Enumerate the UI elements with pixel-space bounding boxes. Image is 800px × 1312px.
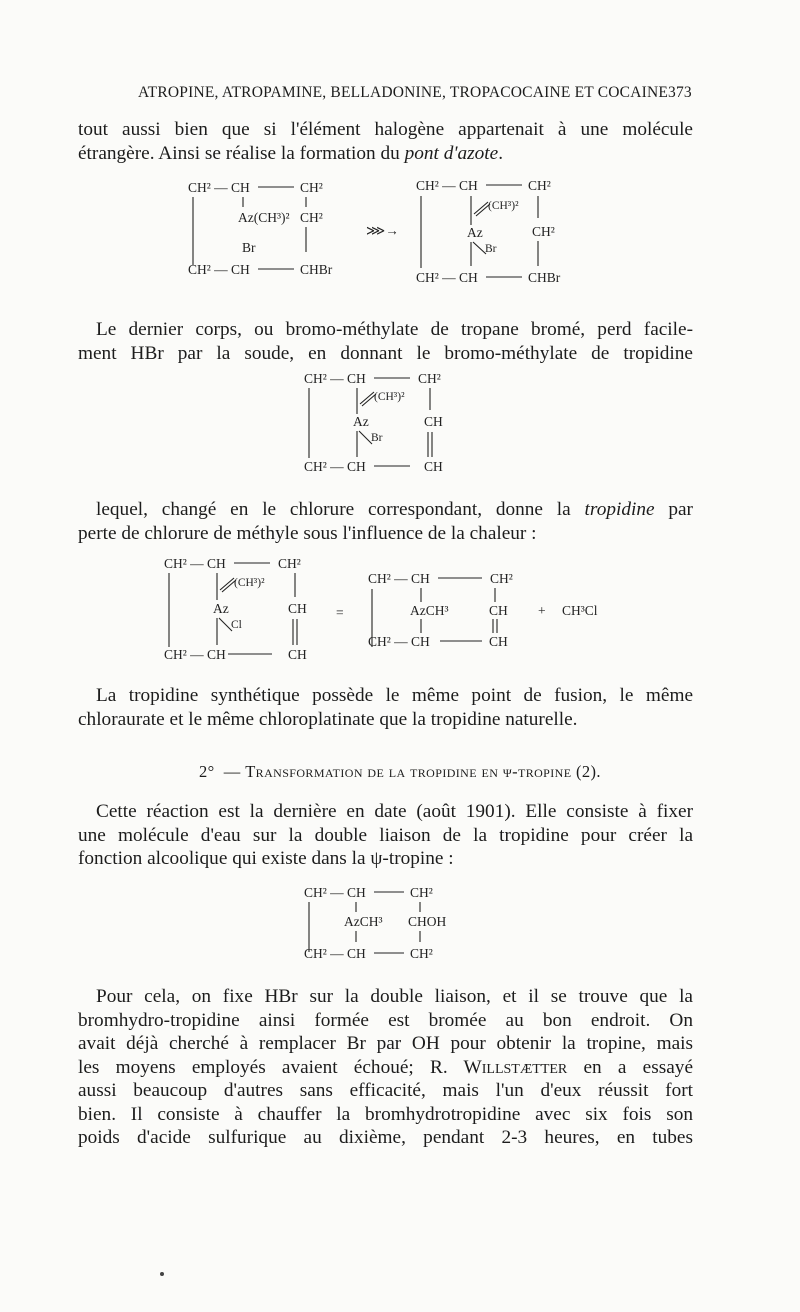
svg-text:CH² — CH: CH² — CH [368, 571, 430, 586]
svg-text:Br: Br [242, 240, 256, 255]
svg-text:CH²: CH² [410, 885, 433, 900]
svg-text:CH²: CH² [300, 210, 323, 225]
svg-text:Az: Az [467, 225, 483, 240]
emphasis: tropidine [584, 499, 655, 520]
text-line: tout aussi bien que si l'élément halogène appartenait à une molécule [78, 119, 693, 140]
svg-text:Br: Br [485, 243, 497, 255]
emphasis: pont d'azote [404, 142, 499, 164]
section-heading [0, 762, 800, 782]
svg-text:CH² — CH: CH² — CH [304, 885, 366, 900]
text-line: poids d'acide sulfurique au dixième, pendant 2-3 heures, en tubes [78, 1127, 693, 1148]
formula-3 [160, 555, 640, 670]
formula-1-right [416, 178, 561, 285]
svg-text:AzCH³: AzCH³ [344, 914, 383, 929]
text-line: Cette réaction est la dernière en date (août 1901). Elle consiste à fixer [96, 801, 693, 822]
formula-1-left [188, 180, 333, 277]
svg-text:CH² — CH: CH² — CH [368, 634, 430, 649]
text-line: une molécule d'eau sur la double liaison de la tropidine pour créer la [78, 824, 693, 846]
heading-number: 2° [199, 762, 215, 781]
svg-text:CH: CH [489, 603, 508, 618]
svg-text:CHBr: CHBr [528, 270, 561, 285]
text-line: fonction alcoolique qui existe dans la ψ-tropine : [78, 848, 454, 869]
svg-text:CH²: CH² [278, 556, 301, 571]
svg-text:CH² — CH: CH² — CH [304, 371, 366, 386]
svg-text:CH² — CH: CH² — CH [304, 946, 366, 961]
svg-text:CH² — CH: CH² — CH [188, 180, 250, 195]
svg-text:CH² — CH: CH² — CH [304, 459, 366, 474]
text-line: étrangère. Ainsi se réalise la formation du pont d'azote. [78, 142, 504, 164]
formula-4 [300, 884, 480, 964]
svg-text:CH: CH [489, 634, 508, 649]
text-line: lequel, changé en le chlorure correspondant, donne la tropidine par [96, 499, 693, 520]
heading-text: Transformation de la tropidine en ψ-tropine [245, 762, 572, 781]
svg-text:CH: CH [288, 601, 307, 616]
svg-text:Az: Az [213, 601, 229, 616]
text-line: bien. Il consiste à chauffer la bromhydrotropidine avec six fois son [78, 1103, 693, 1125]
svg-text:(CH³)²: (CH³)² [374, 391, 405, 403]
paragraph-3 [78, 498, 693, 545]
text-line: avait déjà cherché à remplacer Br par OH pour obtenir la tropine, mais [78, 1033, 693, 1054]
text-line: chloraurate et le même chloroplatinate que la tropidine naturelle. [78, 708, 578, 730]
svg-text:(CH³)²: (CH³)² [234, 577, 265, 589]
svg-text:CH² — CH: CH² — CH [164, 647, 226, 662]
paragraph-4 [78, 684, 693, 731]
formula-3-left [164, 556, 307, 662]
heading-ref: (2). [575, 762, 601, 781]
text-line: les moyens employés avaient échoué; R. Willstætter en a essayé [78, 1056, 693, 1078]
text-line: ment HBr par la soude, en donnant le bromo-méthylate de tropidine [78, 342, 693, 364]
equals-sign: = [336, 605, 344, 620]
svg-text:AzCH³: AzCH³ [410, 603, 449, 618]
paragraph-1 [78, 118, 693, 165]
author-name: R. Willstætter [429, 1056, 568, 1078]
formula-1 [176, 178, 606, 288]
svg-text:(CH³)²: (CH³)² [488, 200, 519, 212]
ink-speck [160, 1272, 164, 1276]
heading-dash: — [223, 762, 241, 781]
svg-text:CH² — CH: CH² — CH [416, 270, 478, 285]
formula-3-right [368, 571, 513, 649]
svg-text:Br: Br [371, 432, 383, 444]
svg-text:CH²: CH² [532, 224, 555, 239]
plus-sign: + [538, 603, 546, 618]
text-line: aussi beaucoup d'autres sans efficacité, mais l'un d'eux réussit fort [78, 1080, 693, 1101]
svg-text:Az(CH³)²: Az(CH³)² [238, 210, 290, 225]
formula-2 [300, 370, 480, 480]
svg-text:CH²: CH² [418, 371, 441, 386]
page-number: 373 [668, 84, 692, 101]
svg-text:CH²: CH² [490, 571, 513, 586]
svg-text:CH: CH [288, 647, 307, 662]
product-formula: CH³Cl [562, 603, 598, 618]
svg-text:CH²: CH² [410, 946, 433, 961]
text-line: Pour cela, on fixe HBr sur la double liaison, et il se trouve que la [96, 986, 693, 1007]
paragraph-5 [78, 800, 693, 871]
text-line: bromhydro-tropidine ainsi formée est bromée au bon endroit. On [78, 1009, 693, 1031]
svg-text:CH: CH [424, 414, 443, 429]
svg-text:Az: Az [353, 414, 369, 429]
reaction-arrow: ⋙→ [366, 223, 399, 238]
svg-text:CH²: CH² [300, 180, 323, 195]
paragraph-2 [78, 318, 693, 365]
running-head-title: ATROPINE, ATROPAMINE, BELLADONINE, TROPACOCAINE ET COCAINE [138, 84, 669, 101]
text-line: La tropidine synthétique possède le même point de fusion, le même [96, 685, 693, 706]
svg-text:Cl: Cl [231, 619, 242, 631]
svg-text:CH²: CH² [528, 178, 551, 193]
text-line: Le dernier corps, ou bromo-méthylate de tropane bromé, perd facile- [96, 319, 693, 340]
svg-text:CH² — CH: CH² — CH [416, 178, 478, 193]
svg-text:CH² — CH: CH² — CH [164, 556, 226, 571]
paragraph-6 [78, 985, 693, 1150]
svg-text:CHBr: CHBr [300, 262, 333, 277]
svg-text:CH: CH [424, 459, 443, 474]
text-line: perte de chlorure de méthyle sous l'influence de la chaleur : [78, 522, 537, 544]
svg-text:CHOH: CHOH [408, 914, 447, 929]
svg-text:CH² — CH: CH² — CH [188, 262, 250, 277]
